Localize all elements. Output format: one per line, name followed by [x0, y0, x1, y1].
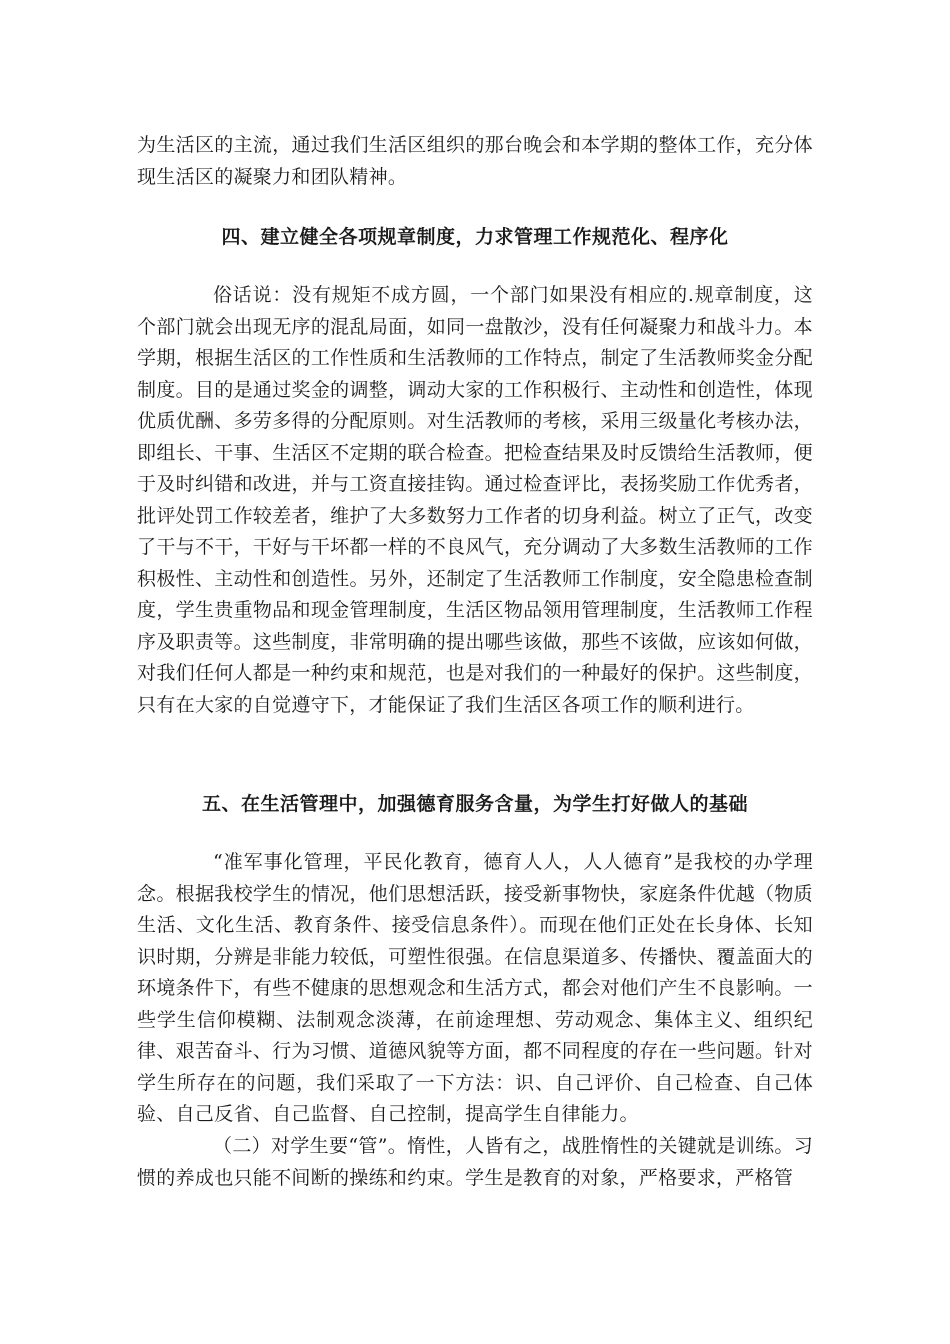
- section-5-heading: 五、在生活管理中，加强德育服务含量，为学生打好做人的基础: [201, 793, 748, 815]
- section-5-paragraph-1: “准军事化管理，平民化教育，德育人人，人人德育”是我校的办学理念。根据我校学生的情况，他们思想活跃，接受新事物快，家庭条件优越（物质生活、文化生活、教育条件、接受信息条件）。而现在他们正处在长身体、长知识时期，分辨是非能力较低，可塑性很强。在信息渠道多、传播快、覆盖面大的环境条件下，有些不健康的思想观念和生活方式，都会对他们产生不良影响。一些学生信仰模糊、法制观念淡薄，在前途理想、劳动观念、集体主义、组织纪律、艰苦奋斗、行为习惯、道德风貌等方面，都不同程度的存在一些问题。针对学生所存在的问题，我们采取了一下方法：识、自己评价、自己检查、自己体验、自己反省、自己监督、自己控制，提高学生自律能力。: [137, 851, 813, 1125]
- section-5-paragraph-2: （二）对学生要“管”。惰性，人皆有之，战胜惰性的关键就是训练。习惯的养成也只能不间断的操练和约束。学生是教育的对象，严格要求，严格管: [137, 1135, 813, 1189]
- continuation-paragraph: 为生活区的主流，通过我们生活区组织的那台晚会和本学期的整体工作，充分体现生活区的凝聚力和团队精神。: [137, 134, 813, 188]
- section-4-paragraph: 俗话说：没有规矩不成方圆，一个部门如果没有相应的.规章制度，这个部门就会出现无序的混乱局面，如同一盘散沙，没有任何凝聚力和战斗力。本学期，根据生活区的工作性质和生活教师的工作特点，制定了生活教师奖金分配制度。目的是通过奖金的调整，调动大家的工作积极行、主动性和创造性，体现优质优酬、多劳多得的分配原则。对生活教师的考核，采用三级量化考核办法，即组长、干事、生活区不定期的联合检查。把检查结果及时反馈给生活教师，便于及时纠错和改进，并与工资直接挂钩。通过检查评比，表扬奖励工作优秀者，批评处罚工作较差者，维护了大多数努力工作者的切身利益。树立了正气，改变了干与不干，干好与干坏都一样的不良风气，充分调动了大多数生活教师的工作积极性、主动性和创造性。另外，还制定了生活教师工作制度，安全隐患检查制度，学生贵重物品和现金管理制度，生活区物品领用管理制度，生活教师工作程序及职责等。这些制度，非常明确的提出哪些该做，那些不该做，应该如何做，对我们任何人都是一种约束和规范，也是对我们的一种最好的保护。这些制度，只有在大家的自觉遵守下，才能保证了我们生活区各项工作的顺利进行。: [137, 284, 813, 716]
- section-4-heading: 四、建立健全各项规章制度，力求管理工作规范化、程序化: [221, 226, 729, 248]
